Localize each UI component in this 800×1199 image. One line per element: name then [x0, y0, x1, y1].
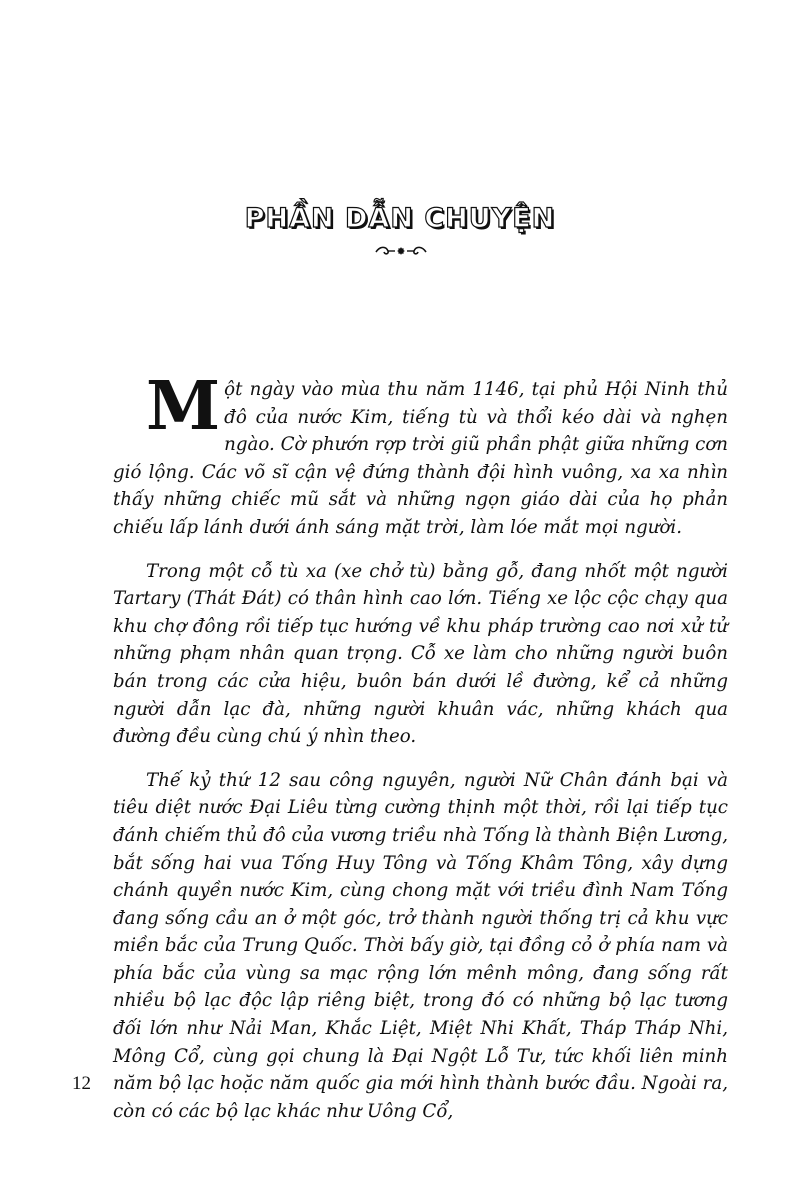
paragraph: Trong một cỗ tù xa (xe chở tù) bằng gỗ, đang nhốt một người Tartary (Thát Đát) có thân hình cao lớn. Tiếng xe lộc cộc chạy qua khu chợ đông rồi tiếp tục hướng về khu pháp trường cao nơi xử tử những phạm nhân quan trọng. Cỗ xe làm cho những người buôn bán trong các cửa hiệu, buôn bán dưới lề đường, kể cả những người dẫn lạc đà, những người khuân vác, những khách qua đường đều cùng chú ý nhìn theo. — [113, 560, 728, 748]
paragraph: Thế kỷ thứ 12 sau công nguyên, người Nữ Chân đánh bại và tiêu diệt nước Đại Liêu từng cường thịnh một thời, rồi lại tiếp tục đánh chiếm thủ đô của vương triều nhà Tống là thành Biện Lương, bắt sống hai vua Tống Huy Tông và Tống Khâm Tông, xây dựng chánh quyền nước Kim, cùng chong mặt với triều đình Nam Tống đang sống cầu an ở một góc, trở thành người thống trị cả khu vực miền bắc của Trung Quốc. Thời bấy giờ, tại đồng cỏ ở phía nam và phía bắc của vùng sa mạc rộng lớn mênh mông, đang sống rất nhiều bộ lạc độc lập riêng biệt, trong đó có những bộ lạc tương đối lớn như Nải Man, Khắc Liệt, Miệt Nhi Khất, Tháp Tháp Nhi, Mông Cổ, cùng gọi chung là Đại Ngột Lỗ Tư, tức khối liên minh năm bộ lạc hoặc năm quốc gia mới hình thành bước đầu. Ngoài ra, còn có các bộ lạc khác như Uông Cổ, — [113, 769, 728, 1122]
drop-cap: M — [146, 366, 221, 445]
chapter-title: PHẦN DẪN CHUYỆN — [244, 203, 556, 234]
paragraph-text: ột ngày vào mùa thu năm 1146, tại phủ Hội Ninh thủ đô của nước Kim, tiếng tù và thổi kéo dài và nghẹn ngào. Cờ phướn rợp trời giũ phần phật giữa những cơn gió lộng. Các võ sĩ cận vệ đứng thành đội hình vuông, xa xa nhìn thấy những chiếc mũ sắt và những ngọn giáo dài của họ phản chiếu lấp lánh dưới ánh sáng mặt trời, làm lóe mắt mọi người. — [113, 379, 728, 538]
paragraph — [113, 366, 728, 542]
floral-divider-icon — [374, 243, 428, 259]
body-text — [113, 366, 728, 1141]
page-number: 12 — [72, 1073, 91, 1094]
